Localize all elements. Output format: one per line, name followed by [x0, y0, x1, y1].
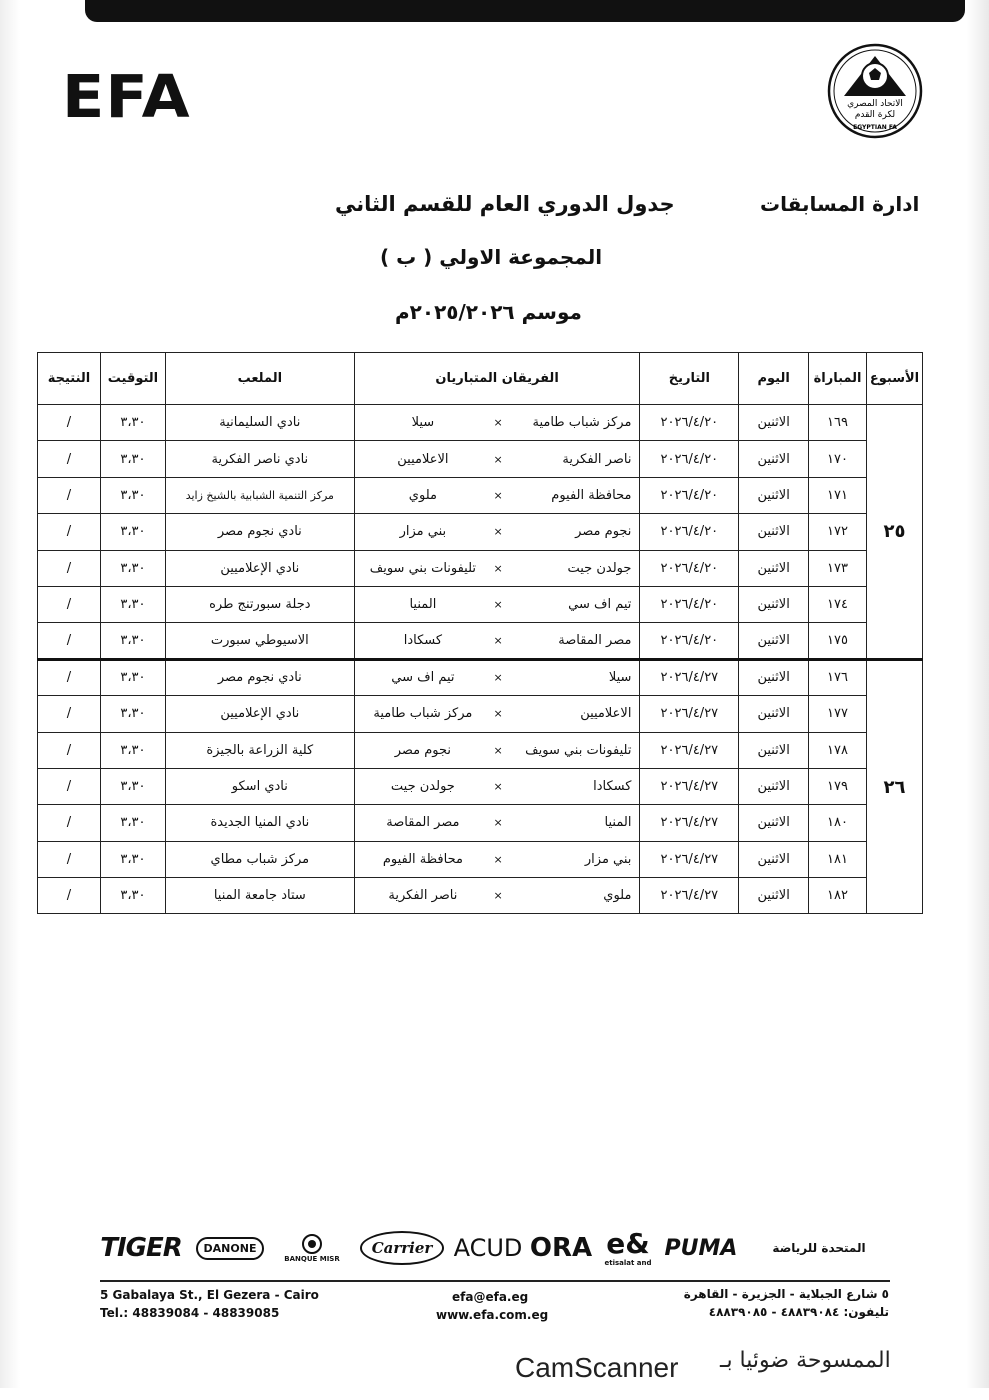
- week-number: ٢٦: [867, 659, 923, 914]
- table-row: [38, 768, 923, 804]
- match-venue: نادي نجوم مصر: [165, 514, 354, 550]
- away-team: مصر المقاصة: [354, 805, 491, 841]
- match-venue: نادي المنيا الجديدة: [165, 805, 354, 841]
- away-team: سيلا: [354, 405, 491, 441]
- match-day: الاثنين: [739, 441, 809, 477]
- col-match: المباراة: [809, 353, 867, 405]
- match-time: ٣،٣٠: [100, 405, 165, 441]
- season-title: موسم ٢٠٢٥/٢٠٢٦م: [395, 300, 582, 324]
- match-time: ٣،٣٠: [100, 841, 165, 877]
- versus-mark: ×: [491, 805, 505, 841]
- versus-mark: ×: [491, 732, 505, 768]
- table-row: [38, 514, 923, 550]
- match-number: ١٧٣: [809, 550, 867, 586]
- versus-mark: ×: [491, 623, 505, 659]
- away-team: تليفونات بني سويف: [354, 550, 491, 586]
- away-team: محافظة الفيوم: [354, 841, 491, 877]
- table-row: [38, 623, 923, 659]
- group-title: المجموعة الاولي ( ب ): [380, 245, 603, 269]
- match-date: ٢٠٢٦/٤/٢٠: [640, 477, 739, 513]
- match-date: ٢٠٢٦/٤/٢٠: [640, 550, 739, 586]
- versus-mark: ×: [491, 514, 505, 550]
- department-label: ادارة المسابقات: [760, 192, 920, 216]
- home-team: محافظة الفيوم: [505, 477, 640, 513]
- scan-bottom-crop: [0, 1388, 989, 1400]
- match-time: ٣،٣٠: [100, 441, 165, 477]
- carrier-logo-wrap: [358, 1222, 446, 1274]
- match-venue: نادي نجوم مصر: [165, 659, 354, 695]
- match-time: ٣،٣٠: [100, 659, 165, 695]
- match-result: /: [38, 732, 101, 768]
- table-row: [38, 805, 923, 841]
- away-team: الاعلاميين: [354, 441, 491, 477]
- away-team: تيم اف سي: [354, 659, 491, 695]
- versus-mark: ×: [491, 405, 505, 441]
- home-team: مصر المقاصة: [505, 623, 640, 659]
- footer-address-en: 5 Gabalaya St., El Gezera - Cairo: [100, 1288, 319, 1302]
- united-sports-logo: المتحدة للرياضة: [772, 1241, 866, 1255]
- match-day: الاثنين: [739, 514, 809, 550]
- match-day: الاثنين: [739, 550, 809, 586]
- schedule-table: [37, 352, 923, 914]
- table-row: [38, 586, 923, 622]
- home-team: كسكادا: [505, 768, 640, 804]
- match-date: ٢٠٢٦/٤/٢٧: [640, 805, 739, 841]
- etisalat-mark-icon: e&: [606, 1227, 650, 1260]
- match-date: ٢٠٢٦/٤/٢٧: [640, 732, 739, 768]
- match-date: ٢٠٢٦/٤/٢٧: [640, 841, 739, 877]
- match-venue: مركز التنمية الشبابية بالشيخ زايد: [165, 477, 354, 513]
- away-team: ملوي: [354, 477, 491, 513]
- match-venue: نادي السليمانية: [165, 405, 354, 441]
- schedule-body: [38, 405, 923, 914]
- match-venue: نادي ناصر الفكرية: [165, 441, 354, 477]
- match-result: /: [38, 586, 101, 622]
- match-day: الاثنين: [739, 768, 809, 804]
- table-row: [38, 659, 923, 695]
- col-time: التوقيت: [100, 353, 165, 405]
- match-date: ٢٠٢٦/٤/٢٧: [640, 659, 739, 695]
- match-number: ١٧٤: [809, 586, 867, 622]
- table-row: [38, 550, 923, 586]
- table-row: [38, 441, 923, 477]
- home-team: الاعلاميين: [505, 696, 640, 732]
- match-day: الاثنين: [739, 841, 809, 877]
- match-number: ١٧٥: [809, 623, 867, 659]
- home-team: ناصر الفكرية: [505, 441, 640, 477]
- banque-misr-icon: [301, 1233, 323, 1255]
- match-result: /: [38, 841, 101, 877]
- home-team: تيم اف سي: [505, 586, 640, 622]
- away-team: المنيا: [354, 586, 491, 622]
- match-day: الاثنين: [739, 659, 809, 695]
- match-date: ٢٠٢٦/٤/٢٠: [640, 405, 739, 441]
- table-row: [38, 878, 923, 914]
- tiger-logo: TIGER: [100, 1233, 182, 1263]
- page-title: جدول الدوري العام للقسم الثاني: [335, 192, 675, 216]
- ora-logo: ORA: [529, 1233, 593, 1263]
- crest-text-en: EGYPTIAN FA: [853, 124, 897, 131]
- match-time: ٣،٣٠: [100, 586, 165, 622]
- match-date: ٢٠٢٦/٤/٢٧: [640, 696, 739, 732]
- match-number: ١٧٧: [809, 696, 867, 732]
- match-result: /: [38, 623, 101, 659]
- match-venue: كلية الزراعة بالجيزة: [165, 732, 354, 768]
- match-date: ٢٠٢٦/٤/٢٧: [640, 878, 739, 914]
- match-venue: دجلة سبورتنج طره: [165, 586, 354, 622]
- scan-top-bar: [85, 0, 965, 22]
- away-team: نجوم مصر: [354, 732, 491, 768]
- home-team: مركز شباب طامية: [505, 405, 640, 441]
- home-team: بني مزار: [505, 841, 640, 877]
- footer-address-ar: ٥ شارع الجبلاية - الجزيرة - القاهرة: [683, 1287, 889, 1301]
- table-row: [38, 696, 923, 732]
- etisalat-logo: [598, 1222, 658, 1274]
- match-number: ١٧١: [809, 477, 867, 513]
- footer-website: www.efa.com.eg: [436, 1308, 549, 1322]
- match-venue: ستاد جامعة المنيا: [165, 878, 354, 914]
- efa-logo: EFA: [62, 61, 191, 132]
- match-time: ٣،٣٠: [100, 623, 165, 659]
- table-row: [38, 405, 923, 441]
- versus-mark: ×: [491, 659, 505, 695]
- table-header-row: [38, 353, 923, 405]
- match-result: /: [38, 514, 101, 550]
- match-number: ١٧٢: [809, 514, 867, 550]
- efa-crest-icon: [826, 42, 924, 140]
- match-venue: نادي الإعلاميين: [165, 696, 354, 732]
- match-number: ١٨٠: [809, 805, 867, 841]
- match-time: ٣،٣٠: [100, 550, 165, 586]
- match-result: /: [38, 405, 101, 441]
- crest-text-line2: لكرة القدم: [854, 110, 896, 120]
- versus-mark: ×: [491, 841, 505, 877]
- match-result: /: [38, 550, 101, 586]
- footer-tel-ar: تليفون: ٤٨٨٣٩٠٨٤ - ٤٨٨٣٩٠٨٥: [708, 1305, 889, 1319]
- away-team: مركز شباب طامية: [354, 696, 491, 732]
- puma-logo: PUMA: [664, 1235, 738, 1261]
- banque-misr-logo: [274, 1222, 350, 1274]
- table-row: [38, 477, 923, 513]
- match-time: ٣،٣٠: [100, 805, 165, 841]
- match-number: ١٨١: [809, 841, 867, 877]
- match-time: ٣،٣٠: [100, 696, 165, 732]
- match-result: /: [38, 878, 101, 914]
- match-venue: نادي اسكو: [165, 768, 354, 804]
- danone-logo: DANONE: [196, 1237, 265, 1260]
- home-team: جولدن جيت: [505, 550, 640, 586]
- home-team: ملوي: [505, 878, 640, 914]
- match-time: ٣،٣٠: [100, 732, 165, 768]
- match-venue: نادي الإعلاميين: [165, 550, 354, 586]
- home-team: تليفونات بني سويف: [505, 732, 640, 768]
- match-result: /: [38, 659, 101, 695]
- match-venue: الاسيوطي سبورت: [165, 623, 354, 659]
- versus-mark: ×: [491, 550, 505, 586]
- match-day: الاثنين: [739, 623, 809, 659]
- match-day: الاثنين: [739, 732, 809, 768]
- match-date: ٢٠٢٦/٤/٢٠: [640, 623, 739, 659]
- match-date: ٢٠٢٦/٤/٢٠: [640, 441, 739, 477]
- week-number: ٢٥: [867, 405, 923, 660]
- away-team: بني مزار: [354, 514, 491, 550]
- versus-mark: ×: [491, 768, 505, 804]
- table-row: [38, 732, 923, 768]
- versus-mark: ×: [491, 878, 505, 914]
- match-number: ١٧٩: [809, 768, 867, 804]
- col-result: النتيجة: [38, 353, 101, 405]
- sponsor-strip: [100, 1222, 890, 1274]
- match-day: الاثنين: [739, 805, 809, 841]
- match-time: ٣،٣٠: [100, 477, 165, 513]
- danone-logo-wrap: [194, 1222, 266, 1274]
- home-team: نجوم مصر: [505, 514, 640, 550]
- match-day: الاثنين: [739, 586, 809, 622]
- col-day: اليوم: [739, 353, 809, 405]
- match-number: ١٨٢: [809, 878, 867, 914]
- footer-tel-en: Tel.: 48839084 - 48839085: [100, 1306, 280, 1320]
- versus-mark: ×: [491, 477, 505, 513]
- versus-mark: ×: [491, 696, 505, 732]
- carrier-logo: Carrier: [360, 1231, 445, 1265]
- banque-misr-label: BANQUE MISR: [284, 1255, 340, 1263]
- match-number: ١٧٠: [809, 441, 867, 477]
- match-result: /: [38, 441, 101, 477]
- match-number: ١٦٩: [809, 405, 867, 441]
- crest-text-line1: الاتحاد المصري: [847, 99, 903, 109]
- home-team: المنيا: [505, 805, 640, 841]
- match-number: ١٧٨: [809, 732, 867, 768]
- match-result: /: [38, 768, 101, 804]
- away-team: كسكادا: [354, 623, 491, 659]
- acud-logo: ACUD: [453, 1234, 523, 1262]
- home-team: سيلا: [505, 659, 640, 695]
- col-date: التاريخ: [640, 353, 739, 405]
- table-row: [38, 841, 923, 877]
- col-teams: الفريقان المتباريان: [354, 353, 640, 405]
- scan-left-edge: [0, 0, 20, 1400]
- match-day: الاثنين: [739, 696, 809, 732]
- match-time: ٣،٣٠: [100, 768, 165, 804]
- col-venue: الملعب: [165, 353, 354, 405]
- match-result: /: [38, 696, 101, 732]
- match-day: الاثنين: [739, 477, 809, 513]
- away-team: ناصر الفكرية: [354, 878, 491, 914]
- footer-divider: [100, 1280, 890, 1282]
- camscanner-watermark: CamScanner: [515, 1352, 679, 1383]
- match-result: /: [38, 805, 101, 841]
- scan-right-edge: [961, 0, 989, 1400]
- away-team: جولدن جيت: [354, 768, 491, 804]
- camscanner-watermark-ar: الممسوحة ضوئيا بـ: [720, 1348, 891, 1373]
- col-week: الأسبوع: [867, 353, 923, 405]
- match-result: /: [38, 477, 101, 513]
- match-date: ٢٠٢٦/٤/٢٠: [640, 514, 739, 550]
- versus-mark: ×: [491, 586, 505, 622]
- footer-email: efa@efa.eg: [452, 1290, 529, 1304]
- match-date: ٢٠٢٦/٤/٢٠: [640, 586, 739, 622]
- etisalat-label: etisalat and: [604, 1259, 652, 1267]
- match-time: ٣،٣٠: [100, 514, 165, 550]
- match-day: الاثنين: [739, 405, 809, 441]
- match-venue: مركز شباب مطاي: [165, 841, 354, 877]
- match-time: ٣،٣٠: [100, 878, 165, 914]
- match-number: ١٧٦: [809, 659, 867, 695]
- match-date: ٢٠٢٦/٤/٢٧: [640, 768, 739, 804]
- match-day: الاثنين: [739, 878, 809, 914]
- versus-mark: ×: [491, 441, 505, 477]
